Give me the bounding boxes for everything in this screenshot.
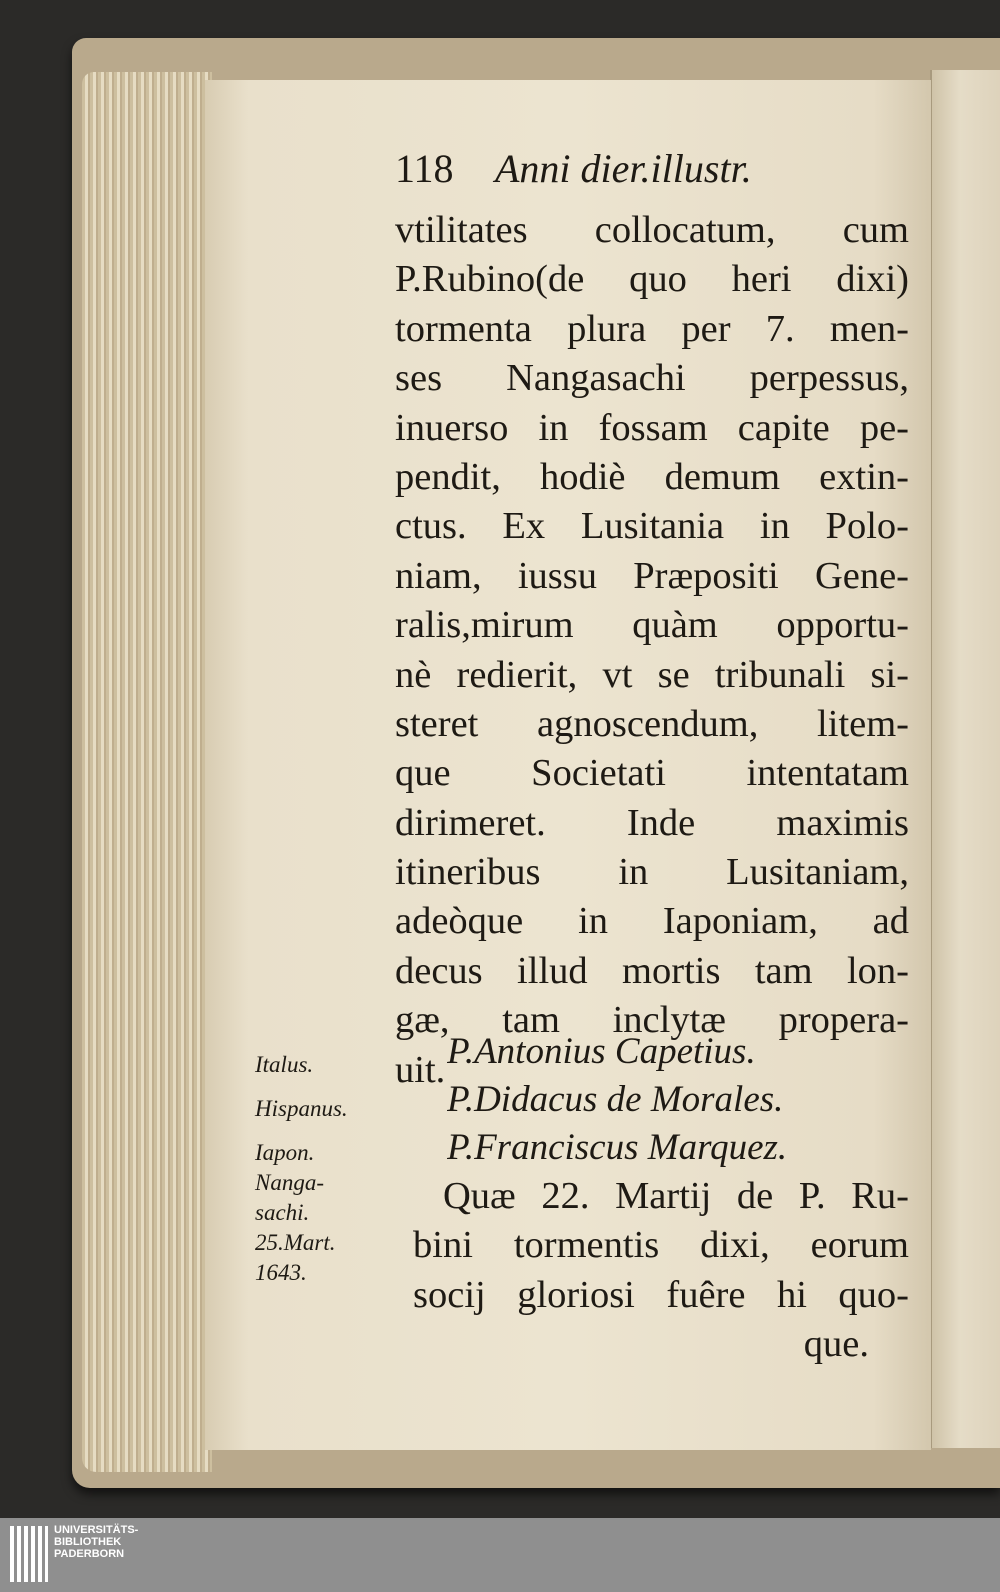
text-line: que Societati intentatam xyxy=(395,752,909,795)
page-edges xyxy=(82,72,212,1472)
page-number: 118 xyxy=(395,146,454,191)
running-head xyxy=(395,146,835,192)
text-line: vtilitates collocatum, cum xyxy=(395,209,909,251)
name-line: P.Antonius Capetius. xyxy=(447,1031,756,1072)
margin-note-nanga: Nanga- xyxy=(255,1170,324,1195)
martyr-names xyxy=(447,1028,917,1172)
library-name: UNIVERSITÄTS- BIBLIOTHEK PADERBORN xyxy=(54,1524,139,1560)
text-line: pendit, hodiè demum extin- xyxy=(395,455,909,498)
margin-note-date: 25.Mart. xyxy=(255,1230,336,1255)
text-line: steret agnoscendum, litem- xyxy=(395,702,909,745)
text-line: nè redierit, vt se tribunali si- xyxy=(395,653,909,696)
text-line: decus illud mortis tam lon- xyxy=(395,949,909,992)
text-line: itineribus in Lusitaniam, xyxy=(395,851,909,894)
text-line: ses Nangasachi perpessus, xyxy=(395,357,909,400)
text-line: P.Rubino(de quo heri dixi) xyxy=(395,258,909,301)
text-line: Quæ 22. Martij de P. Ru- xyxy=(443,1175,909,1217)
margin-note-iapon: Iapon. xyxy=(255,1140,315,1165)
text-line: adeòque in Iaponiam, ad xyxy=(395,900,909,943)
text-line: tormenta plura per 7. men- xyxy=(395,307,909,350)
text-line: ctus. Ex Lusitania in Polo- xyxy=(395,505,909,548)
catchword: que. xyxy=(803,1323,869,1366)
text-line: socij gloriosi fuêre hi quo- xyxy=(413,1273,909,1316)
text-line: dirimeret. Inde maximis xyxy=(395,801,909,844)
margin-notes xyxy=(255,1050,390,1288)
margin-note-hispanus: Hispanus. xyxy=(255,1096,348,1121)
text-line: niam, iussu Præpositi Gene- xyxy=(395,554,909,597)
running-title: Anni dier.illustr. xyxy=(495,146,752,191)
text-line: inuerso in fossam capite pe- xyxy=(395,406,909,449)
library-logo-icon xyxy=(10,1526,48,1582)
name-line: P.Didacus de Morales. xyxy=(447,1079,784,1120)
margin-note-year: 1643. xyxy=(255,1260,307,1285)
text-line: gæ, tam inclytæ propera- xyxy=(395,999,909,1042)
main-paragraph xyxy=(395,206,909,1095)
margin-note-sachi: sachi. xyxy=(255,1200,310,1225)
second-paragraph xyxy=(413,1172,909,1370)
text-line: uit. xyxy=(395,1048,446,1091)
facing-page-edge xyxy=(930,70,1000,1448)
library-footer xyxy=(0,1518,1000,1592)
name-line: P.Franciscus Marquez. xyxy=(447,1127,788,1168)
book-page xyxy=(205,80,931,1450)
text-line: ralis,mirum quàm opportu- xyxy=(395,604,909,647)
margin-note-italus: Italus. xyxy=(255,1052,314,1077)
text-line: bini tormentis dixi, eorum xyxy=(413,1224,909,1267)
